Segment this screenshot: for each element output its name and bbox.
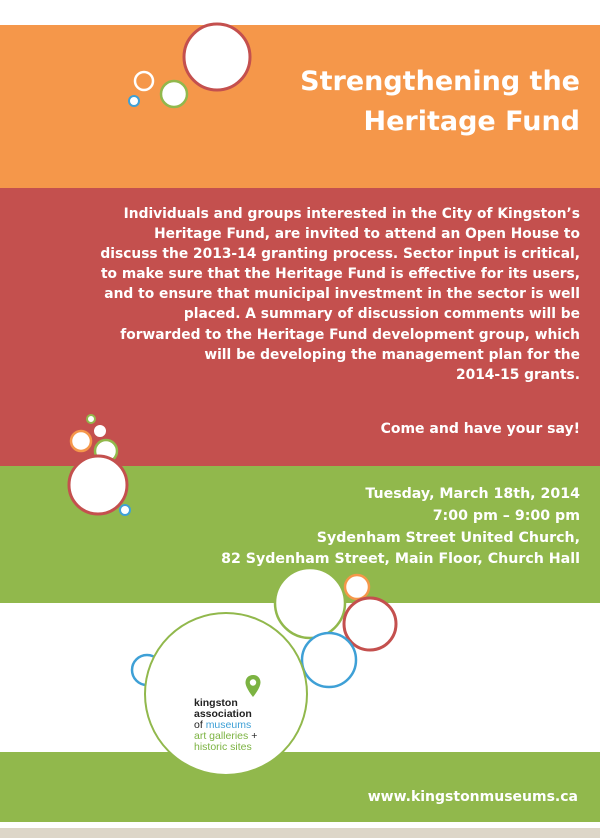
circle (302, 633, 356, 687)
circle (135, 72, 153, 90)
intro-line: discuss the 2013-14 granting process. Sector input is critical, (100, 246, 580, 263)
circle (69, 456, 127, 514)
circle (275, 568, 345, 638)
event-details (221, 484, 580, 571)
call-to-action: Come and have your say! (380, 421, 580, 437)
intro-line: and to ensure that municipal investment in the sector is well (104, 286, 580, 303)
title-line: Strengthening the (300, 66, 580, 97)
intro-line: Heritage Fund, are invited to attend an Open House to (154, 226, 580, 243)
circle (93, 424, 107, 438)
circle (71, 431, 91, 451)
circle (184, 24, 250, 90)
title-line: Heritage Fund (363, 106, 580, 137)
intro-line: 2014-15 grants. (456, 366, 580, 383)
event-venue: Sydenham Street United Church, (316, 529, 580, 546)
circle (344, 598, 396, 650)
circle (120, 505, 130, 515)
circle (87, 415, 95, 423)
intro-line: will be developing the management plan for the (204, 346, 580, 363)
logo-line: association (194, 708, 252, 720)
logo-line: historic sites (194, 741, 252, 753)
circle (161, 81, 187, 107)
intro-line: forwarded to the Heritage Fund development group, which (120, 326, 580, 343)
logo-wordmark (194, 698, 257, 753)
event-time: 7:00 pm – 9:00 pm (432, 507, 580, 524)
intro-paragraph (20, 204, 580, 385)
event-date: Tuesday, March 18th, 2014 (365, 486, 580, 502)
website-link[interactable]: www.kingstonmuseums.ca (367, 789, 578, 805)
circle (345, 575, 369, 599)
intro-line: to make sure that the Heritage Fund is effective for its users, (100, 266, 580, 283)
logo-line: kingston (194, 697, 238, 709)
event-address: 82 Sydenham Street, Main Floor, Church Hall (221, 551, 580, 568)
circle (129, 96, 139, 106)
kingston-association-logo (144, 612, 308, 776)
page-title (300, 62, 580, 142)
map-pin-icon (244, 674, 262, 698)
logo-word: + (251, 730, 258, 742)
logo-word: of (194, 719, 203, 731)
logo-word: art galleries (194, 730, 249, 742)
intro-line: placed. A summary of discussion comments will be (183, 306, 580, 323)
logo-word: museums (205, 719, 252, 731)
intro-line: Individuals and groups interested in the City of Kingston’s (123, 206, 580, 222)
